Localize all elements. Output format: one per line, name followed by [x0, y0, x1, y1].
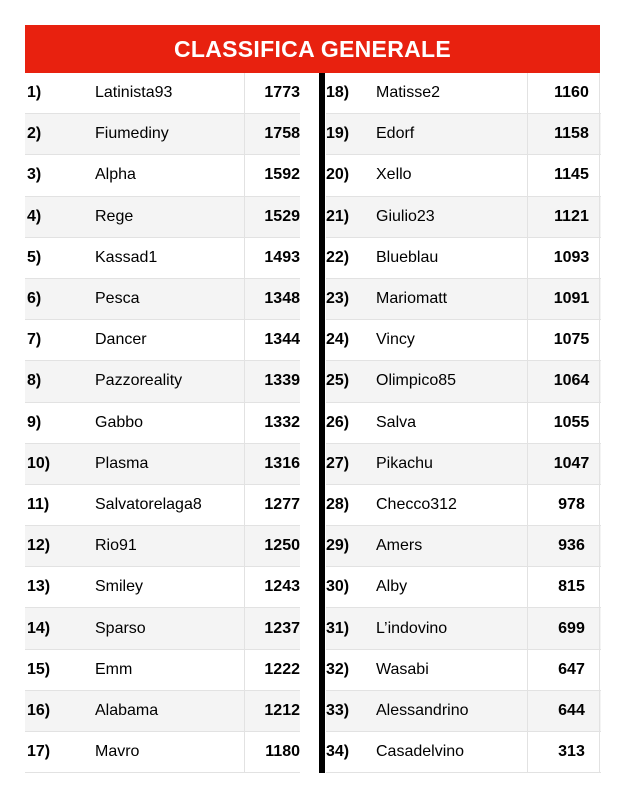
player-name-cell: Mariomatt: [376, 279, 528, 319]
player-name-cell: Dancer: [95, 320, 245, 360]
score-cell: 1158: [554, 125, 589, 143]
player-name-cell: Alby: [376, 567, 528, 607]
rank-cell: 29): [326, 537, 350, 555]
score-cell: 1592: [264, 166, 300, 184]
table-row: [326, 238, 601, 279]
player-name-cell: Sparso: [95, 608, 245, 648]
rank-cell: 26): [326, 413, 350, 431]
rank-cell: 23): [326, 290, 350, 308]
player-name-cell: Xello: [376, 155, 528, 195]
table-row: [326, 485, 601, 526]
rank-cell: 2): [27, 125, 42, 143]
rank-cell: 20): [326, 166, 350, 184]
rank-cell: 34): [326, 743, 350, 761]
table-row: [326, 567, 601, 608]
table-row: [25, 361, 300, 402]
table-row: [25, 403, 300, 444]
player-name-cell: Plasma: [95, 444, 245, 484]
table-row: [326, 526, 601, 567]
player-name-cell: Fiumediny: [95, 114, 245, 154]
score-cell: 1250: [264, 537, 300, 555]
player-name-cell: Pikachu: [376, 444, 528, 484]
standings-table-right: [326, 73, 601, 773]
score-cell: 1339: [264, 372, 300, 390]
table-row: [326, 361, 601, 402]
table-row: [326, 155, 601, 196]
score-cell: 647: [558, 660, 585, 678]
table-row: [326, 114, 601, 155]
column-divider: [319, 73, 325, 773]
score-cell: 1212: [264, 701, 300, 719]
score-cell: 313: [558, 743, 585, 761]
rank-cell: 19): [326, 125, 350, 143]
table-row: [25, 526, 300, 567]
player-name-cell: Casadelvino: [376, 732, 528, 772]
table-row: [326, 650, 601, 691]
table-row: [326, 444, 601, 485]
rank-cell: 13): [27, 578, 51, 596]
rank-cell: 28): [326, 495, 350, 513]
score-cell: 1243: [264, 578, 300, 596]
score-cell: 1145: [554, 166, 589, 184]
player-name-cell: Edorf: [376, 114, 528, 154]
table-row: [25, 73, 300, 114]
table-row: [326, 320, 601, 361]
table-row: [25, 155, 300, 196]
table-row: [25, 608, 300, 649]
rank-cell: 14): [27, 619, 51, 637]
score-cell: 1758: [264, 125, 300, 143]
rank-cell: 5): [27, 248, 42, 266]
rank-cell: 24): [326, 331, 350, 349]
score-cell: 1773: [264, 84, 300, 102]
player-name-cell: Gabbo: [95, 403, 245, 443]
player-name-cell: Rio91: [95, 526, 245, 566]
player-name-cell: Rege: [95, 197, 245, 237]
rank-cell: 7): [27, 331, 42, 349]
score-cell: 1277: [264, 495, 300, 513]
player-name-cell: Blueblau: [376, 238, 528, 278]
score-cell: 815: [558, 578, 585, 596]
score-cell: 1222: [264, 660, 300, 678]
rank-cell: 33): [326, 701, 350, 719]
table-border-right: [599, 73, 600, 773]
table-row: [326, 279, 601, 320]
rank-cell: 30): [326, 578, 350, 596]
player-name-cell: Smiley: [95, 567, 245, 607]
player-name-cell: Checco312: [376, 485, 528, 525]
table-row: [25, 444, 300, 485]
score-cell: 1180: [265, 743, 300, 761]
player-name-cell: Alabama: [95, 691, 245, 731]
table-row: [326, 608, 601, 649]
score-cell: 1348: [264, 290, 300, 308]
table-row: [326, 73, 601, 114]
table-row: [25, 114, 300, 155]
rank-cell: 18): [326, 84, 350, 102]
table-row: [25, 650, 300, 691]
score-cell: 978: [558, 495, 585, 513]
rank-cell: 15): [27, 660, 51, 678]
score-cell: 1055: [553, 413, 590, 431]
score-cell: 644: [558, 701, 585, 719]
player-name-cell: Alpha: [95, 155, 245, 195]
rank-cell: 4): [27, 207, 42, 225]
player-name-cell: Pazzoreality: [95, 361, 245, 401]
player-name-cell: Olimpico85: [376, 361, 528, 401]
rank-cell: 11): [27, 495, 50, 513]
page-title: CLASSIFICA GENERALE: [25, 25, 600, 73]
player-name-cell: Pesca: [95, 279, 245, 319]
rank-cell: 6): [27, 290, 42, 308]
rank-cell: 12): [27, 537, 51, 555]
score-cell: 1237: [264, 619, 300, 637]
score-cell: 936: [558, 537, 585, 555]
score-cell: 1529: [264, 207, 300, 225]
score-cell: 1093: [553, 248, 590, 266]
table-row: [25, 197, 300, 238]
score-cell: 1091: [553, 290, 590, 308]
player-name-cell: Emm: [95, 650, 245, 690]
rank-cell: 21): [326, 207, 350, 225]
table-row: [25, 732, 300, 773]
player-name-cell: Amers: [376, 526, 528, 566]
score-cell: 1493: [264, 248, 300, 266]
player-name-cell: Mavro: [95, 732, 245, 772]
rank-cell: 25): [326, 372, 350, 390]
score-cell: 1160: [554, 84, 589, 102]
rank-cell: 27): [326, 454, 350, 472]
score-cell: 1344: [264, 331, 300, 349]
rank-cell: 16): [27, 701, 51, 719]
table-row: [25, 567, 300, 608]
table-row: [25, 320, 300, 361]
player-name-cell: Matisse2: [376, 73, 528, 113]
player-name-cell: Salvatorelaga8: [95, 485, 245, 525]
rank-cell: 22): [326, 248, 350, 266]
table-row: [326, 732, 601, 773]
player-name-cell: Alessandrino: [376, 691, 528, 731]
table-row: [25, 238, 300, 279]
rank-cell: 9): [27, 413, 42, 431]
rank-cell: 3): [27, 166, 42, 184]
player-name-cell: Salva: [376, 403, 528, 443]
score-cell: 1121: [554, 207, 589, 225]
player-name-cell: Wasabi: [376, 650, 528, 690]
table-row: [25, 279, 300, 320]
table-row: [25, 691, 300, 732]
player-name-cell: Giulio23: [376, 197, 528, 237]
score-cell: 1047: [553, 454, 590, 472]
player-name-cell: Kassad1: [95, 238, 245, 278]
rank-cell: 17): [27, 743, 51, 761]
score-cell: 1316: [264, 454, 300, 472]
table-row: [25, 485, 300, 526]
table-row: [326, 403, 601, 444]
player-name-cell: Latinista93: [95, 73, 245, 113]
rank-cell: 32): [326, 660, 350, 678]
rank-cell: 1): [27, 84, 42, 102]
score-cell: 1064: [553, 372, 590, 390]
rank-cell: 8): [27, 372, 42, 390]
player-name-cell: Vincy: [376, 320, 528, 360]
score-cell: 699: [558, 619, 585, 637]
table-row: [326, 691, 601, 732]
table-row: [326, 197, 601, 238]
player-name-cell: L’indovino: [376, 608, 528, 648]
score-cell: 1075: [553, 331, 590, 349]
standings-table-left: [25, 73, 300, 773]
rank-cell: 10): [27, 454, 51, 472]
rank-cell: 31): [326, 619, 350, 637]
score-cell: 1332: [264, 413, 300, 431]
